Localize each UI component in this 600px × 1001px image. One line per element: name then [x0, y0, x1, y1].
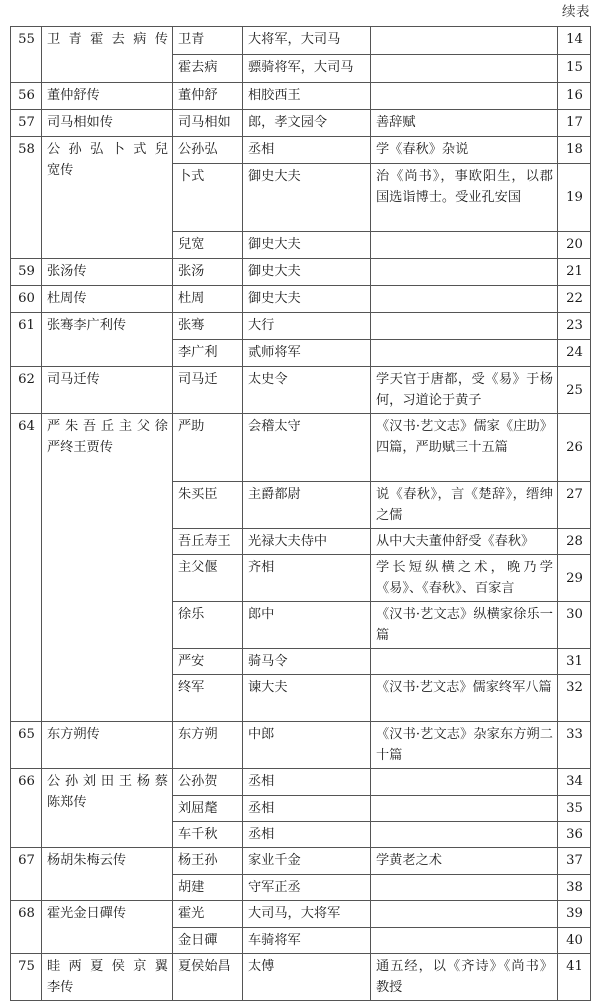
- cell-official-post: 御史大夫: [243, 259, 371, 286]
- cell-page-number: 16: [558, 83, 591, 110]
- cell-official-post: 相胶西王: [243, 83, 371, 110]
- cell-official-post: 丞相: [243, 796, 371, 822]
- cell-chapter-title: [42, 769, 173, 848]
- cell-official-post: 大司马，大将军: [243, 901, 371, 928]
- cell-person-name: 主父偃: [173, 555, 243, 602]
- cell-scholarly-note: 《汉书·艺文志》儒家《庄助》四篇，严助赋三十五篇: [371, 414, 558, 482]
- cell-official-post: 御史大夫: [243, 286, 371, 313]
- cell-page-number: 21: [558, 259, 591, 286]
- cell-scholarly-note: [371, 55, 558, 83]
- cell-page-number: 37: [558, 848, 591, 875]
- table-row: [11, 769, 591, 796]
- cell-official-post: 太傅: [243, 954, 371, 1001]
- cell-chapter-title: 杨胡朱梅云传: [42, 848, 173, 901]
- cell-page-number: 23: [558, 313, 591, 340]
- table-row: [11, 110, 591, 137]
- cell-scholarly-note: 说《春秋》，言《楚辞》，缙绅之儒: [371, 482, 558, 529]
- cell-scholarly-note: [371, 83, 558, 110]
- cell-person-name: 胡建: [173, 875, 243, 901]
- cell-sequence-number: 61: [11, 313, 42, 367]
- table-row: [11, 901, 591, 928]
- table-row: [11, 954, 591, 1001]
- cell-official-post: 贰师将军: [243, 340, 371, 367]
- cell-person-name: 严助: [173, 414, 243, 482]
- cell-sequence-number: 59: [11, 259, 42, 286]
- cell-person-name: 张汤: [173, 259, 243, 286]
- cell-page-number: 27: [558, 482, 591, 529]
- cell-chapter-title: 张汤传: [42, 259, 173, 286]
- cell-chapter-title: 董仲舒传: [42, 83, 173, 110]
- cell-scholarly-note: [371, 27, 558, 55]
- cell-scholarly-note: 《汉书·艺文志》儒家终军八篇: [371, 675, 558, 722]
- cell-page-number: 31: [558, 649, 591, 675]
- table-continued-caption: [0, 2, 590, 22]
- cell-sequence-number: 67: [11, 848, 42, 901]
- cell-scholarly-note: [371, 901, 558, 928]
- cell-page-number: 34: [558, 769, 591, 796]
- chapter-title-line-2: 陈郑传: [47, 795, 87, 810]
- cell-scholarly-note: [371, 313, 558, 340]
- table-row: [11, 286, 591, 313]
- chapter-title-line-2: 李传: [47, 980, 74, 995]
- cell-person-name: 兒宽: [173, 232, 243, 259]
- cell-sequence-number: 66: [11, 769, 42, 848]
- cell-page-number: 15: [558, 55, 591, 83]
- cell-page-number: 25: [558, 367, 591, 414]
- cell-page-number: 33: [558, 722, 591, 769]
- cell-person-name: 刘屈氂: [173, 796, 243, 822]
- cell-official-post: 中郎: [243, 722, 371, 769]
- cell-person-name: 车千秋: [173, 822, 243, 848]
- cell-page-number: 17: [558, 110, 591, 137]
- cell-scholarly-note: 学天官于唐都，受《易》于杨何，习道论于黄子: [371, 367, 558, 414]
- chapter-title-line-1: 眭两夏侯京翼: [47, 959, 168, 974]
- chapter-title-line-2: 宽传: [47, 163, 74, 178]
- biography-index-table: [10, 26, 591, 1001]
- cell-page-number: 19: [558, 164, 591, 232]
- cell-sequence-number: 65: [11, 722, 42, 769]
- table-row: [11, 27, 591, 55]
- cell-official-post: 丞相: [243, 137, 371, 164]
- cell-page-number: 32: [558, 675, 591, 722]
- cell-sequence-number: 56: [11, 83, 42, 110]
- cell-official-post: 郎中: [243, 602, 371, 649]
- cell-page-number: 38: [558, 875, 591, 901]
- cell-chapter-title: 东方朔传: [42, 722, 173, 769]
- cell-sequence-number: 55: [11, 27, 42, 83]
- cell-official-post: 御史大夫: [243, 164, 371, 232]
- chapter-title-line-2: 严终王贾传: [47, 440, 113, 455]
- cell-scholarly-note: [371, 822, 558, 848]
- cell-page-number: 18: [558, 137, 591, 164]
- cell-sequence-number: 62: [11, 367, 42, 414]
- cell-person-name: 公孙弘: [173, 137, 243, 164]
- cell-scholarly-note: [371, 769, 558, 796]
- cell-page-number: 22: [558, 286, 591, 313]
- cell-scholarly-note: 善辞赋: [371, 110, 558, 137]
- cell-official-post: 骠骑将军，大司马: [243, 55, 371, 83]
- cell-scholarly-note: [371, 340, 558, 367]
- cell-chapter-title: [42, 414, 173, 722]
- table-body: [11, 27, 591, 1001]
- cell-person-name: 终军: [173, 675, 243, 722]
- cell-person-name: 公孙贺: [173, 769, 243, 796]
- cell-person-name: 卫青: [173, 27, 243, 55]
- cell-scholarly-note: [371, 286, 558, 313]
- cell-official-post: 骑马令: [243, 649, 371, 675]
- cell-page-number: 28: [558, 529, 591, 555]
- table-row: [11, 367, 591, 414]
- cell-sequence-number: 58: [11, 137, 42, 259]
- cell-official-post: 大将军，大司马: [243, 27, 371, 55]
- cell-sequence-number: 64: [11, 414, 42, 722]
- cell-page-number: 14: [558, 27, 591, 55]
- cell-chapter-title: 霍光金日磾传: [42, 901, 173, 954]
- cell-official-post: 车骑将军: [243, 928, 371, 954]
- cell-scholarly-note: [371, 649, 558, 675]
- cell-scholarly-note: 从中大夫董仲舒受《春秋》: [371, 529, 558, 555]
- cell-official-post: 会稽太守: [243, 414, 371, 482]
- cell-person-name: 司马相如: [173, 110, 243, 137]
- cell-chapter-title: 卫青霍去病传: [42, 27, 173, 83]
- cell-scholarly-note: 《汉书·艺文志》杂家东方朔二十篇: [371, 722, 558, 769]
- cell-page-number: 41: [558, 954, 591, 1001]
- cell-official-post: 主爵都尉: [243, 482, 371, 529]
- cell-chapter-title: [42, 137, 173, 259]
- cell-page-number: 24: [558, 340, 591, 367]
- table-row: [11, 83, 591, 110]
- cell-person-name: 朱买臣: [173, 482, 243, 529]
- chapter-title-line-1: 公孙弘卜式兒: [47, 142, 168, 157]
- cell-page-number: 26: [558, 414, 591, 482]
- cell-chapter-title: [42, 954, 173, 1001]
- cell-official-post: 丞相: [243, 822, 371, 848]
- cell-person-name: 东方朔: [173, 722, 243, 769]
- cell-official-post: 大行: [243, 313, 371, 340]
- cell-page-number: 20: [558, 232, 591, 259]
- cell-scholarly-note: 学《春秋》杂说: [371, 137, 558, 164]
- cell-chapter-title: 张骞李广利传: [42, 313, 173, 367]
- table-row: [11, 137, 591, 164]
- cell-scholarly-note: 学黄老之术: [371, 848, 558, 875]
- caption-text: 续表: [562, 4, 590, 20]
- cell-scholarly-note: [371, 232, 558, 259]
- cell-person-name: 霍光: [173, 901, 243, 928]
- cell-person-name: 霍去病: [173, 55, 243, 83]
- cell-sequence-number: 57: [11, 110, 42, 137]
- cell-chapter-title: 司马相如传: [42, 110, 173, 137]
- cell-person-name: 严安: [173, 649, 243, 675]
- table-row: [11, 722, 591, 769]
- chapter-title-line-1: 公孙刘田王杨蔡: [47, 774, 168, 789]
- cell-sequence-number: 68: [11, 901, 42, 954]
- cell-scholarly-note: [371, 796, 558, 822]
- cell-page-number: 36: [558, 822, 591, 848]
- chapter-title-line-1: 严朱吾丘主父徐: [47, 419, 168, 434]
- cell-person-name: 杜周: [173, 286, 243, 313]
- cell-person-name: 徐乐: [173, 602, 243, 649]
- cell-person-name: 杨王孙: [173, 848, 243, 875]
- cell-official-post: 家业千金: [243, 848, 371, 875]
- cell-official-post: 郎，孝文园令: [243, 110, 371, 137]
- cell-official-post: 守军正丞: [243, 875, 371, 901]
- cell-person-name: 金日磾: [173, 928, 243, 954]
- cell-person-name: 张骞: [173, 313, 243, 340]
- cell-person-name: 司马迁: [173, 367, 243, 414]
- cell-official-post: 光禄大夫侍中: [243, 529, 371, 555]
- cell-person-name: 吾丘寿王: [173, 529, 243, 555]
- cell-scholarly-note: 治《尚书》，事欧阳生，以郡国选诣博士。受业孔安国: [371, 164, 558, 232]
- table-row: [11, 848, 591, 875]
- cell-page-number: 30: [558, 602, 591, 649]
- cell-official-post: 御史大夫: [243, 232, 371, 259]
- cell-scholarly-note: 通五经，以《齐诗》《尚书》教授: [371, 954, 558, 1001]
- cell-sequence-number: 60: [11, 286, 42, 313]
- cell-chapter-title: 杜周传: [42, 286, 173, 313]
- cell-official-post: 谏大夫: [243, 675, 371, 722]
- cell-page-number: 29: [558, 555, 591, 602]
- cell-sequence-number: 75: [11, 954, 42, 1001]
- cell-scholarly-note: [371, 259, 558, 286]
- cell-scholarly-note: [371, 928, 558, 954]
- cell-official-post: 丞相: [243, 769, 371, 796]
- table-row: [11, 259, 591, 286]
- cell-person-name: 卜式: [173, 164, 243, 232]
- cell-official-post: 齐相: [243, 555, 371, 602]
- cell-scholarly-note: 《汉书·艺文志》纵横家徐乐一篇: [371, 602, 558, 649]
- cell-person-name: 夏侯始昌: [173, 954, 243, 1001]
- cell-person-name: 李广利: [173, 340, 243, 367]
- cell-chapter-title: 司马迁传: [42, 367, 173, 414]
- cell-page-number: 39: [558, 901, 591, 928]
- cell-scholarly-note: 学长短纵横之术，晚乃学《易》、《春秋》、百家言: [371, 555, 558, 602]
- table-row: [11, 414, 591, 482]
- cell-person-name: 董仲舒: [173, 83, 243, 110]
- cell-page-number: 35: [558, 796, 591, 822]
- table-row: [11, 313, 591, 340]
- cell-page-number: 40: [558, 928, 591, 954]
- cell-scholarly-note: [371, 875, 558, 901]
- cell-official-post: 太史令: [243, 367, 371, 414]
